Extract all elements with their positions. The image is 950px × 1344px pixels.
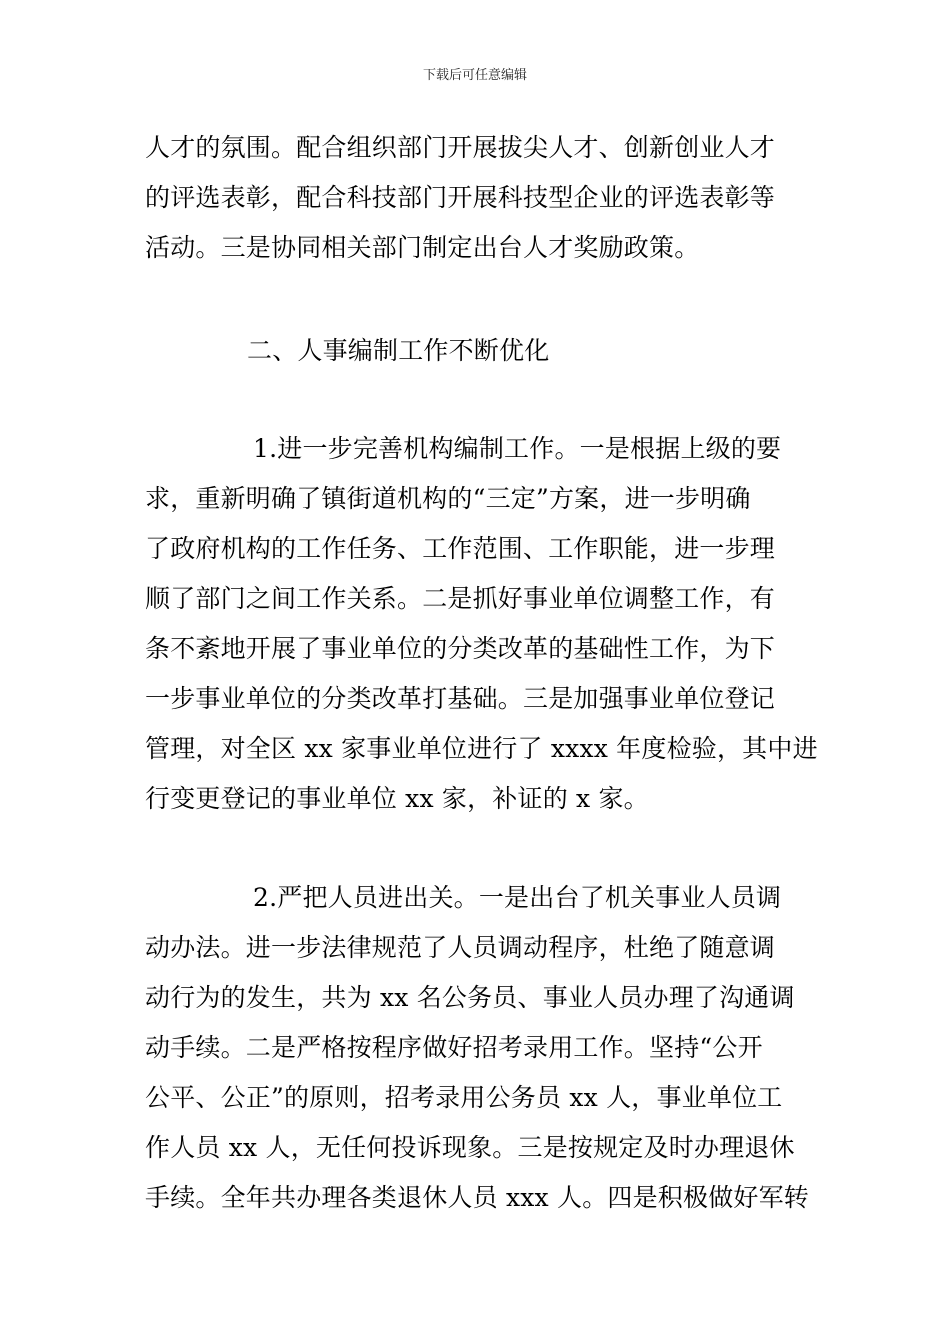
- body-text-line: 手续。全年共办理各类退休人员 xxx 人。四是积极做好军转: [145, 1183, 809, 1212]
- section-heading: 二、人事编制工作不断优化: [247, 336, 550, 365]
- paragraph-first-line: 2.严把人员进出关。一是出台了机关事业人员调: [253, 883, 782, 912]
- body-text-line: 动办法。进一步法律规范了人员调动程序，杜绝了随意调: [145, 933, 776, 962]
- body-text-line: 行变更登记的事业单位 xx 家，补证的 x 家。: [145, 784, 649, 813]
- body-text-line: 公平、公正”的原则，招考录用公务员 xx 人，事业单位工: [145, 1083, 783, 1112]
- body-text-line: 的评选表彰，配合科技部门开展科技型企业的评选表彰等: [145, 183, 776, 212]
- page-header-note: 下载后可任意编辑: [422, 68, 527, 83]
- body-text-line: 人才的氛围。配合组织部门开展拔尖人才、创新创业人才: [145, 133, 776, 162]
- body-text-line: 了政府机构的工作任务、工作范围、工作职能，进一步理: [145, 534, 776, 563]
- paragraph-first-line: 1.进一步完善机构编制工作。一是根据上级的要: [253, 434, 782, 463]
- body-text-line: 一步事业单位的分类改革打基础。三是加强事业单位登记: [145, 684, 776, 713]
- body-text-line: 活动。三是协同相关部门制定出台人才奖励政策。: [145, 233, 700, 262]
- body-text-line: 作人员 xx 人，无任何投诉现象。三是按规定及时办理退休: [145, 1133, 795, 1162]
- body-text-line: 求，重新明确了镇街道机构的“三定”方案，进一步明确: [145, 484, 751, 513]
- body-text-line: 动行为的发生，共为 xx 名公务员、事业人员办理了沟通调: [145, 983, 795, 1012]
- body-text-line: 条不紊地开展了事业单位的分类改革的基础性工作，为下: [145, 634, 776, 663]
- body-text-line: 动手续。二是严格按程序做好招考录用工作。坚持“公开: [145, 1033, 763, 1062]
- body-text-line: 顺了部门之间工作关系。二是抓好事业单位调整工作，有: [145, 584, 776, 613]
- body-text-line: 管理，对全区 xx 家事业单位进行了 xxxx 年度检验，其中进: [145, 734, 818, 763]
